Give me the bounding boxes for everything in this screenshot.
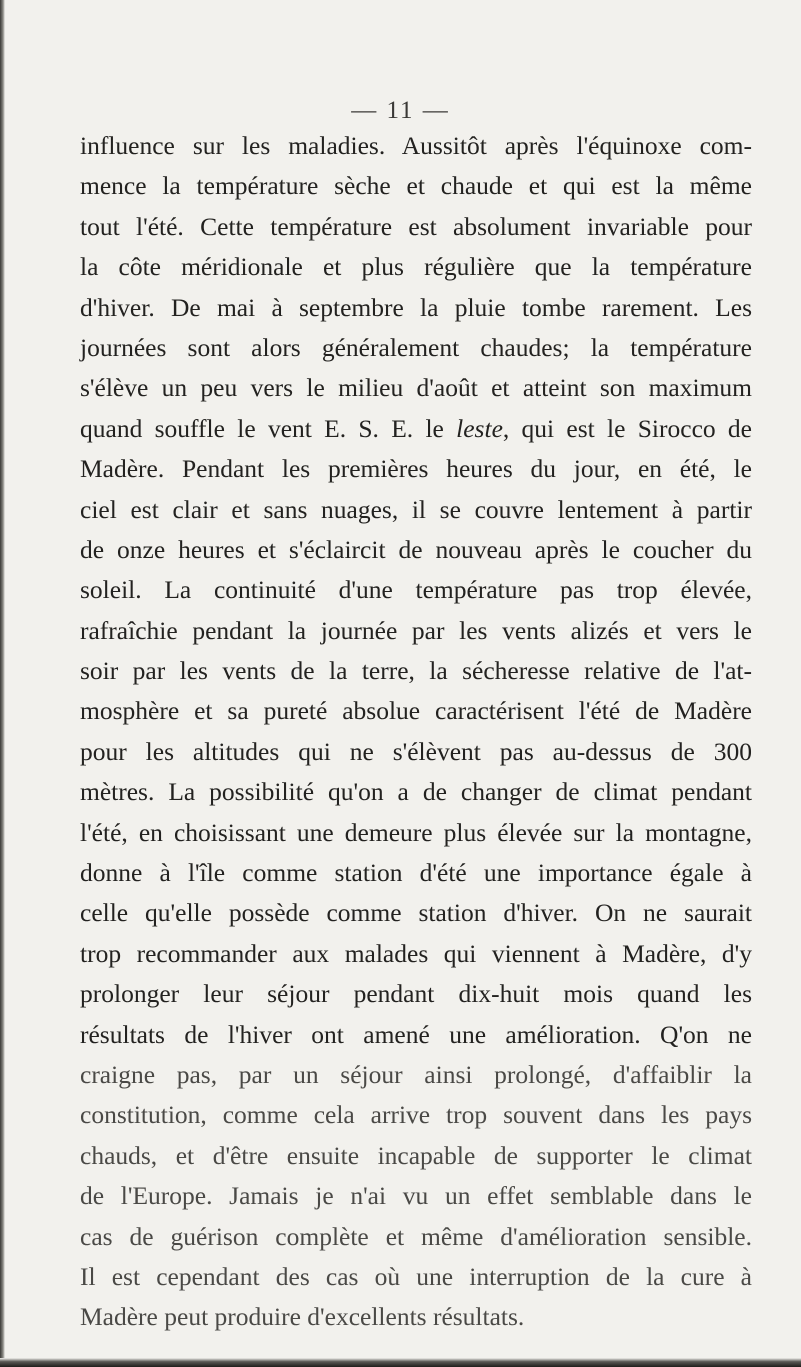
text-line: celle qu'elle possède comme station d'hiver. On ne saurait xyxy=(80,898,752,928)
text-line: ciel est clair et sans nuages, il se couvre lentement à partir xyxy=(80,494,752,524)
text-line: trop recommander aux malades qui viennent à Madère, d'y xyxy=(80,938,752,968)
page-bottom-edge xyxy=(0,1358,801,1367)
text-line: soir par les vents de la terre, la sécheresse relative de l'at- xyxy=(80,656,752,686)
text-line: Madère peut produire d'excellents résultats. xyxy=(80,1302,525,1332)
text-line: mence la température sèche et chaude et qui est la même xyxy=(80,171,752,201)
text-line: journées sont alors généralement chaudes; la température xyxy=(80,332,752,362)
text-line: prolonger leur séjour pendant dix-huit mois quand les xyxy=(80,979,752,1009)
text-line: constitution, comme cela arrive trop souvent dans les pays xyxy=(80,1100,752,1130)
text-line: chauds, et d'être ensuite incapable de supporter le climat xyxy=(80,1140,752,1170)
page-number: — 11 — xyxy=(351,97,450,124)
text-line: pour les altitudes qui ne s'élèvent pas au-dessus de 300 xyxy=(80,736,752,766)
text-line: mosphère et sa pureté absolue caractérisent l'été de Madère xyxy=(80,696,752,726)
text-line: quand souffle le vent E. S. E. le leste, qui est le Sirocco de xyxy=(80,413,752,443)
text-line: la côte méridionale et plus régulière que la température xyxy=(80,252,752,282)
text-line: craigne pas, par un séjour ainsi prolongé, d'affaiblir la xyxy=(80,1059,752,1089)
text-line: cas de guérison complète et même d'amélioration sensible. xyxy=(80,1221,752,1251)
text-line: s'élève un peu vers le milieu d'août et atteint son maximum xyxy=(80,373,752,403)
text-line: rafraîchie pendant la journée par les vents alizés et vers le xyxy=(80,615,752,645)
text-line: Il est cependant des cas où une interruption de la cure à xyxy=(80,1261,752,1291)
text-line: donne à l'île comme station d'été une importance égale à xyxy=(80,858,752,888)
text-line: Madère. Pendant les premières heures du jour, en été, le xyxy=(80,454,752,484)
text-line: l'été, en choisissant une demeure plus élevée sur la montagne, xyxy=(80,817,752,847)
text-line: tout l'été. Cette température est absolument invariable pour xyxy=(80,211,752,241)
emphasis-word: leste xyxy=(456,413,503,443)
text-line: de onze heures et s'éclaircit de nouveau après le coucher du xyxy=(80,534,752,564)
text-line: soleil. La continuité d'une température pas trop élevée, xyxy=(80,575,752,605)
text-line: mètres. La possibilité qu'on a de changer de climat pendant xyxy=(80,777,752,807)
text-line: d'hiver. De mai à septembre la pluie tombe rarement. Les xyxy=(80,292,752,322)
body-text xyxy=(80,126,752,1338)
text-line: de l'Europe. Jamais je n'ai vu un effet semblable dans le xyxy=(80,1181,752,1211)
text-line: influence sur les maladies. Aussitôt après l'équinoxe com- xyxy=(80,131,752,160)
text-line: résultats de l'hiver ont amené une amélioration. Q'on ne xyxy=(80,1019,752,1049)
page-binding-edge xyxy=(0,0,5,1367)
